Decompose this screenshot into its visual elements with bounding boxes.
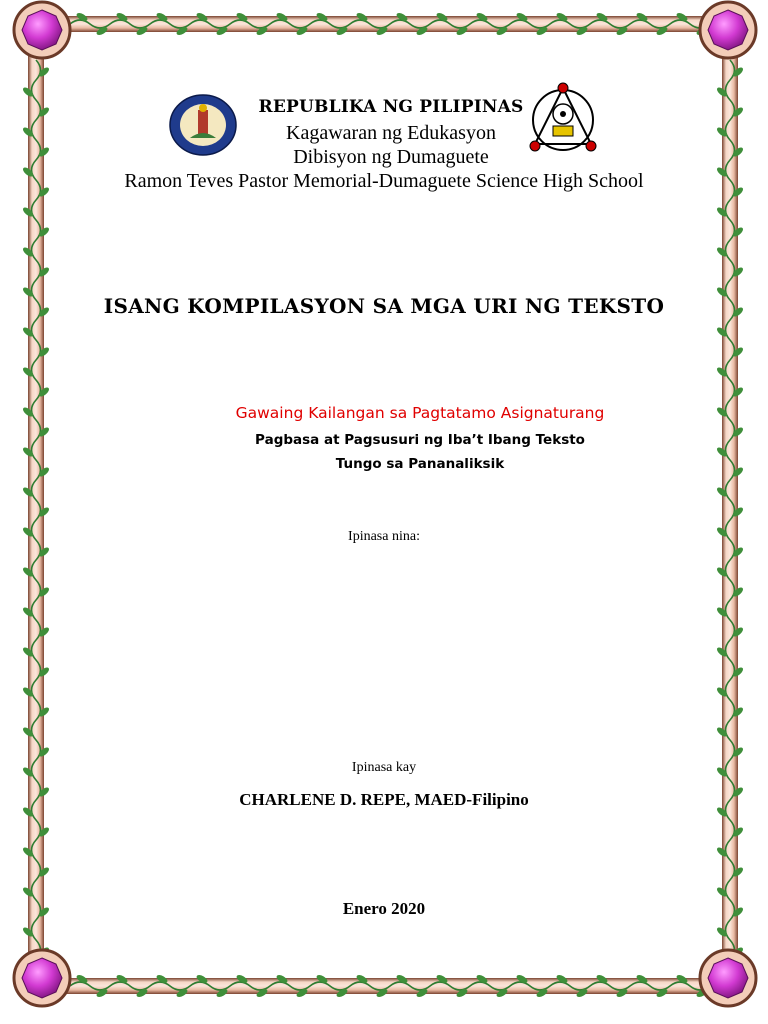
republic-heading: REPUBLIKA NG PILIPINAS	[258, 97, 524, 117]
requirement-line-2: Pagbasa at Pagsusuri ng Iba’t Ibang Teksto	[255, 432, 585, 448]
submitted-to-label: Ipinasa kay	[351, 760, 417, 775]
corner-gem-icon	[14, 2, 70, 58]
teacher-name: CHARLENE D. REPE, MAED-Filipino	[239, 790, 529, 809]
school-name: Ramon Teves Pastor Memorial-Dumaguete Science High School	[124, 170, 644, 192]
corner-gem-icon	[700, 2, 756, 58]
requirement-line-1: Gawaing Kailangan sa Pagtatamo Asignaturang	[235, 404, 605, 422]
corner-gem-icon	[14, 950, 70, 1006]
requirement-line-3: Tungo sa Pananaliksik	[335, 456, 505, 472]
department-heading: Kagawaran ng Edukasyon	[286, 122, 496, 144]
submitted-by-label: Ipinasa nina:	[348, 529, 420, 544]
division-heading: Dibisyon ng Dumaguete	[293, 146, 489, 168]
document-title: ISANG KOMPILASYON SA MGA URI NG TEKSTO	[103, 294, 665, 318]
corner-gem-icon	[700, 950, 756, 1006]
document-date: Enero 2020	[342, 899, 426, 918]
